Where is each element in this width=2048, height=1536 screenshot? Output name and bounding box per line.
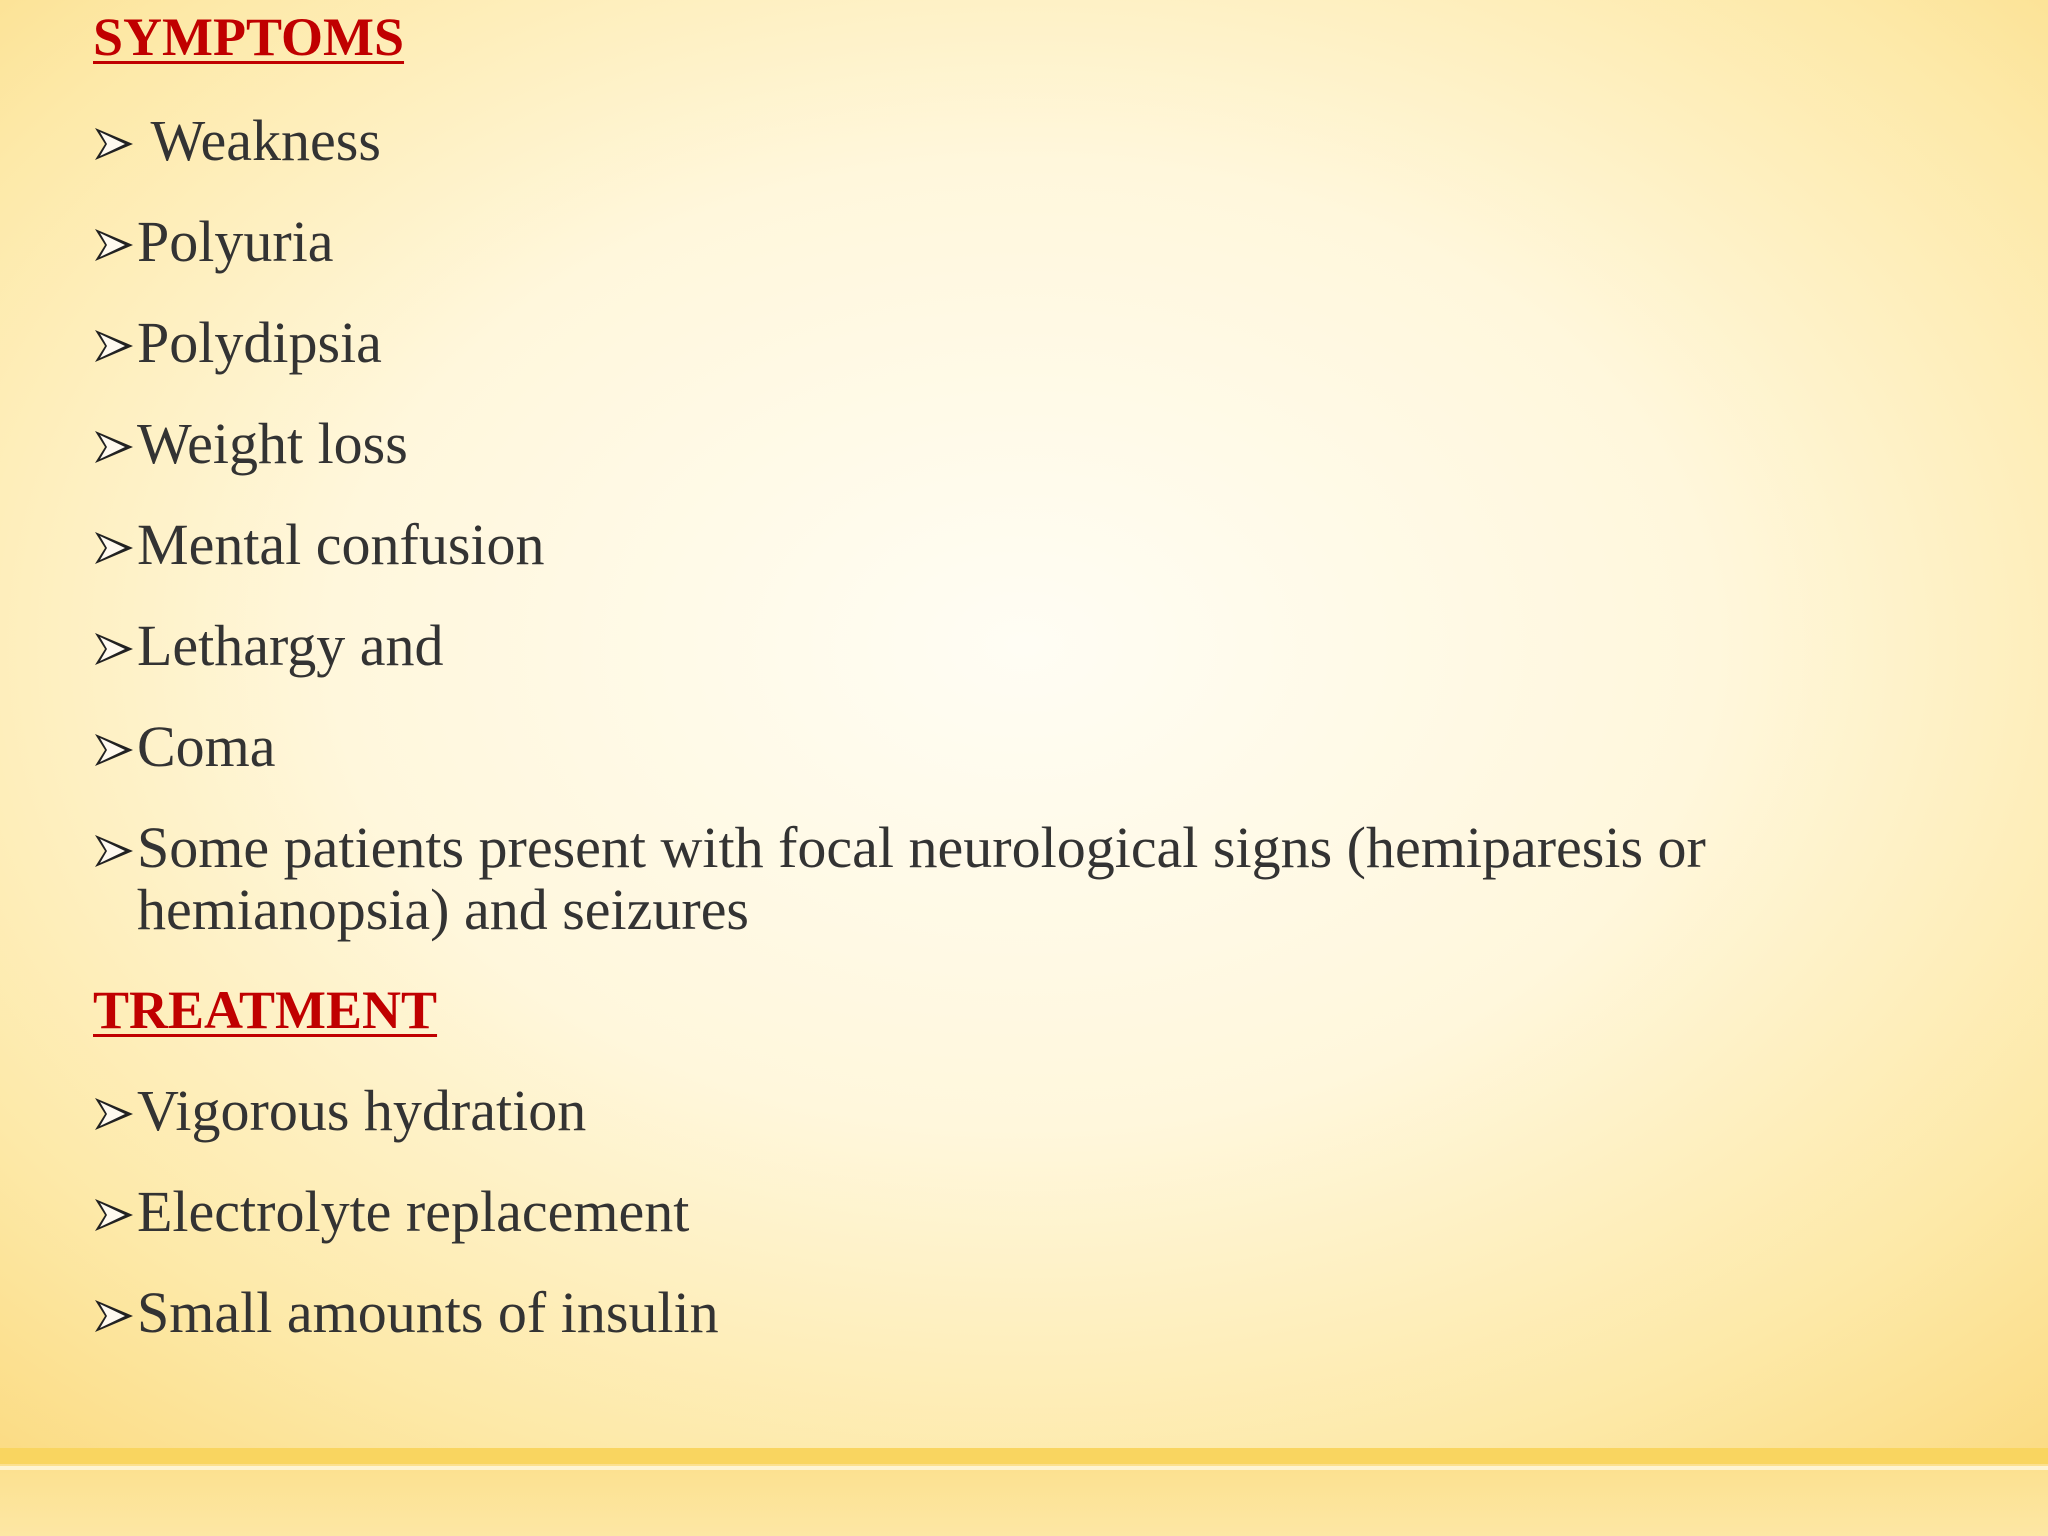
treatment-text: Electrolyte replacement bbox=[137, 1179, 690, 1244]
arrow-bullet-icon bbox=[93, 615, 137, 677]
symptom-text: Lethargy and bbox=[137, 613, 444, 678]
arrow-bullet-icon bbox=[93, 817, 137, 879]
symptom-text: Polyuria bbox=[137, 209, 334, 274]
symptom-text: Weakness bbox=[137, 108, 381, 173]
arrow-bullet-icon bbox=[93, 514, 137, 576]
arrow-bullet-icon bbox=[93, 1080, 137, 1142]
arrow-bullet-icon bbox=[93, 1181, 137, 1243]
list-item bbox=[93, 514, 1973, 576]
symptom-text: Mental confusion bbox=[137, 512, 545, 577]
arrow-bullet-icon bbox=[93, 211, 137, 273]
footer-band-stripe bbox=[0, 1448, 2048, 1464]
arrow-bullet-icon bbox=[93, 716, 137, 778]
list-item bbox=[93, 716, 1973, 778]
list-item bbox=[93, 1181, 1973, 1243]
symptoms-heading: SYMPTOMS bbox=[93, 7, 405, 67]
treatment-text: Vigorous hydration bbox=[137, 1078, 587, 1143]
arrow-bullet-icon bbox=[93, 413, 137, 475]
list-item bbox=[93, 211, 1973, 273]
list-item bbox=[93, 312, 1973, 374]
arrow-bullet-icon bbox=[93, 312, 137, 374]
list-item bbox=[93, 615, 1973, 677]
footer-band-line bbox=[0, 1466, 2048, 1470]
treatment-heading: TREATMENT bbox=[93, 980, 438, 1040]
symptom-text: Coma bbox=[137, 714, 276, 779]
symptom-text: Polydipsia bbox=[137, 310, 382, 375]
list-item bbox=[93, 817, 1973, 941]
arrow-bullet-icon bbox=[93, 1282, 137, 1344]
symptom-text: Some patients present with focal neurological signs (hemiparesis or hemianopsia) and seizures bbox=[137, 815, 1706, 942]
symptom-text: Weight loss bbox=[137, 411, 408, 476]
list-item bbox=[93, 110, 1973, 172]
treatment-text: Small amounts of insulin bbox=[137, 1280, 719, 1345]
list-item bbox=[93, 1080, 1973, 1142]
list-item bbox=[93, 1282, 1973, 1344]
arrow-bullet-icon bbox=[93, 110, 137, 172]
list-item bbox=[93, 413, 1973, 475]
